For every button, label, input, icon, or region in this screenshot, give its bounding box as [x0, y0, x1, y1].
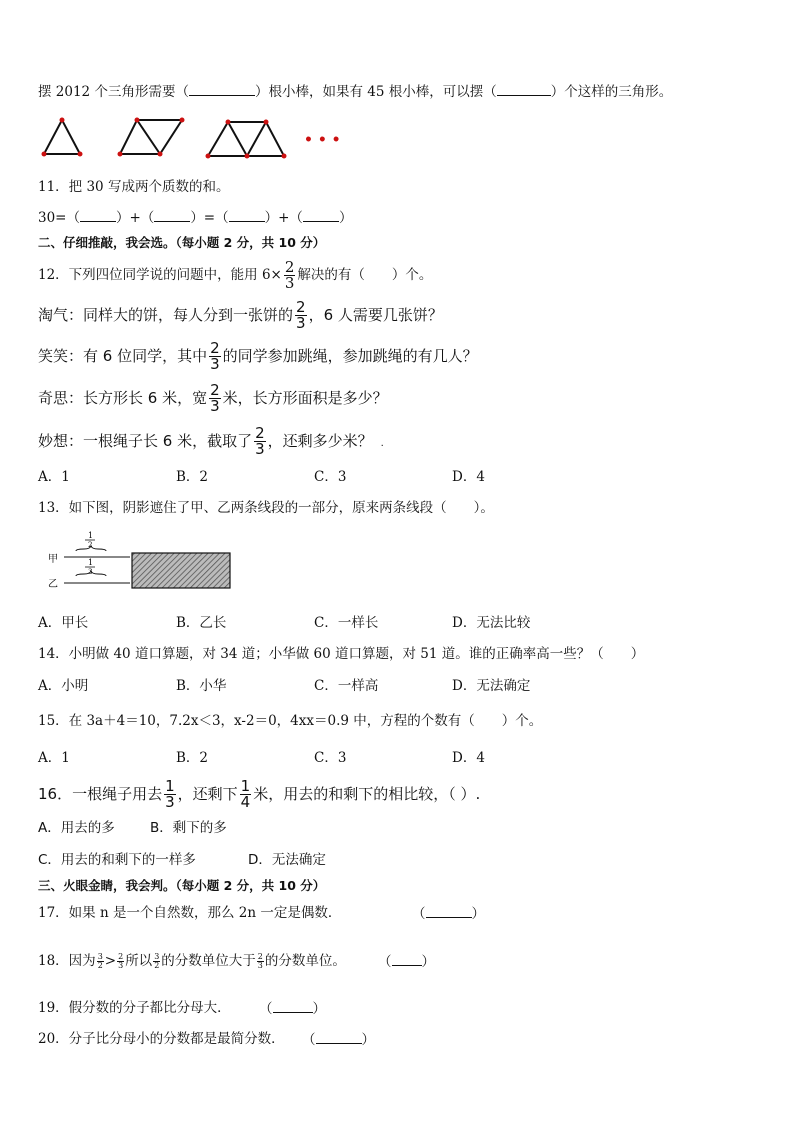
q11-blank-3[interactable]	[229, 208, 265, 222]
q10-blank-2[interactable]	[497, 82, 551, 96]
q20-stem: 20．分子比分母小的分数都是最简分数．	[38, 1031, 285, 1047]
q13-choice-c[interactable]: C．一样长	[314, 615, 379, 631]
q13-choice-d[interactable]: D．无法比较	[452, 615, 531, 631]
q14-choice-c[interactable]: C．一样高	[314, 678, 379, 694]
shaded-cover	[132, 553, 230, 588]
q14-stem: 14．小明做 40 道口算题，对 34 道；小华做 60 道口算题，对 51 道。谁的正确率高一些？（ ）	[38, 646, 645, 662]
q14-choice-b[interactable]: B．小华	[176, 678, 227, 694]
q16-choice-d[interactable]: D．无法确定	[248, 852, 326, 868]
fraction-2-3: $\frac{2}{3}$	[257, 952, 263, 970]
q12-choice-b[interactable]: B．2	[176, 469, 209, 485]
q18-answer-blank[interactable]: （ ）	[378, 954, 435, 970]
q15-choice-c[interactable]: C．3	[314, 750, 347, 766]
fraction-1-3: $\frac{1}{3}$	[165, 777, 175, 811]
q12-option-taoqi: 淘气：同样大的饼，每人分到一张饼的 $\frac{2}{3}$ ，6 人需要几张饼？	[38, 298, 443, 332]
fraction-3-2: $\frac{3}{2}$	[97, 952, 103, 970]
q19-answer-blank[interactable]: （ ）	[259, 1001, 326, 1017]
q12-choice-a[interactable]: A．1	[38, 469, 70, 485]
q10-part-a: 摆 2012 个三角形需要（	[38, 84, 189, 100]
q12-choice-d[interactable]: D．4	[452, 469, 485, 485]
q12-option-miaoxiang: 妙想：一根绳子长 6 米，截取了 $\frac{2}{3}$ ，还剩多少米？ .	[38, 424, 384, 458]
fraction-1-4: $\frac{1}{4}$	[240, 777, 251, 811]
q11-equation: 30=（ ）+（ ）=（ ）+（ ）	[38, 210, 353, 226]
label-yi: 乙	[48, 579, 58, 590]
q16-stem: 16．一根绳子用去 $\frac{1}{3}$ ，还剩下 $\frac{1}{4}$ 米，用去的和剩下的相比较，（ ）.	[38, 777, 481, 811]
q11-stem: 11．把 30 写成两个质数的和。	[38, 179, 230, 195]
section-2-heading: 二、仔细推敲，我会选。（每小题 2 分，共 10 分）	[38, 235, 326, 250]
q16-choice-c[interactable]: C．用去的和剩下的一样多	[38, 852, 196, 868]
q12-choice-c[interactable]: C．3	[314, 469, 347, 485]
q12-option-xiaoxiao: 笑笑：有 6 位同学，其中 $\frac{2}{3}$ 的同学参加跳绳，参加跳绳的有几人？	[38, 339, 478, 373]
q10-blank-1[interactable]	[189, 82, 255, 96]
triangle-1	[44, 120, 80, 154]
fraction-2-3: $\frac{2}{3}$	[210, 339, 220, 373]
q13-stem: 13．如下图，阴影遮住了甲、乙两条线段的一部分，原来两条线段（ ）。	[38, 500, 494, 516]
q11-blank-4[interactable]	[303, 208, 339, 222]
half-den: 2	[88, 541, 93, 549]
q18-stem: 18．因为 $\frac{3}{2}$ > $\frac{2}{3}$ 所以 $\frac{3}{2}$ 的分数单位大于 $\frac{2}{3}$ 的分数单位。	[38, 952, 346, 970]
section-3-heading: 三、火眼金睛，我会判。（每小题 2 分，共 10 分）	[38, 878, 326, 893]
third-den: 3	[88, 568, 93, 576]
q15-choice-a[interactable]: A．1	[38, 750, 70, 766]
triangle-2	[120, 120, 182, 154]
q15-stem: 15．在 3a＋4＝10，7.2x＜3，x-2＝0，4xx＝0.9 中，方程的个数有（ ）个。	[38, 713, 543, 729]
q16-choice-a[interactable]: A．用去的多	[38, 820, 115, 836]
triangle-3	[208, 122, 284, 156]
q20-answer-blank[interactable]: （ ）	[302, 1032, 375, 1048]
q12-option-qisi: 奇思：长方形长 6 米，宽 $\frac{2}{3}$ 米，长方形面积是多少？	[38, 381, 388, 415]
fraction-2-3: $\frac{2}{3}$	[210, 381, 220, 415]
line-segments-figure	[44, 530, 244, 594]
q14-choice-a[interactable]: A．小明	[38, 678, 89, 694]
fraction-3-2: $\frac{3}{2}$	[154, 952, 160, 970]
q13-choice-a[interactable]: A．甲长	[38, 615, 89, 631]
q11-blank-2[interactable]	[154, 208, 190, 222]
fraction-2-3: $\frac{2}{3}$	[296, 298, 306, 332]
q12-stem: 12．下列四位同学说的问题中，能用 6× $\frac{2}{3}$ 解决的有（ ）个。	[38, 258, 433, 292]
q17-answer-blank[interactable]: （ ）	[412, 906, 485, 922]
q17-stem: 17．如果 n 是一个自然数，那么 2n 一定是偶数．	[38, 905, 342, 921]
fraction-2-3: $\frac{2}{3}$	[118, 952, 124, 970]
q19-stem: 19．假分数的分子都比分母大．	[38, 1000, 231, 1016]
fraction-2-3: $\frac{2}{3}$	[284, 258, 295, 292]
half-num: 1	[88, 531, 94, 540]
third-num: 1	[88, 558, 94, 567]
fraction-2-3: $\frac{2}{3}$	[255, 424, 265, 458]
q13-choice-b[interactable]: B．乙长	[176, 615, 227, 631]
q11-blank-1[interactable]	[80, 208, 116, 222]
q10-part-c: ）个这样的三角形。	[550, 84, 673, 100]
label-jia: 甲	[48, 554, 58, 565]
q10-text	[38, 82, 672, 101]
ellipsis: • • •	[304, 132, 341, 148]
triangles-figure	[36, 112, 346, 164]
q14-choice-d[interactable]: D．无法确定	[452, 678, 531, 694]
q15-choice-b[interactable]: B．2	[176, 750, 209, 766]
q16-choice-b[interactable]: B．剩下的多	[150, 820, 227, 836]
q15-choice-d[interactable]: D．4	[452, 750, 485, 766]
q10-part-b: ）根小棒，如果有 45 根小棒，可以摆（	[254, 84, 497, 100]
